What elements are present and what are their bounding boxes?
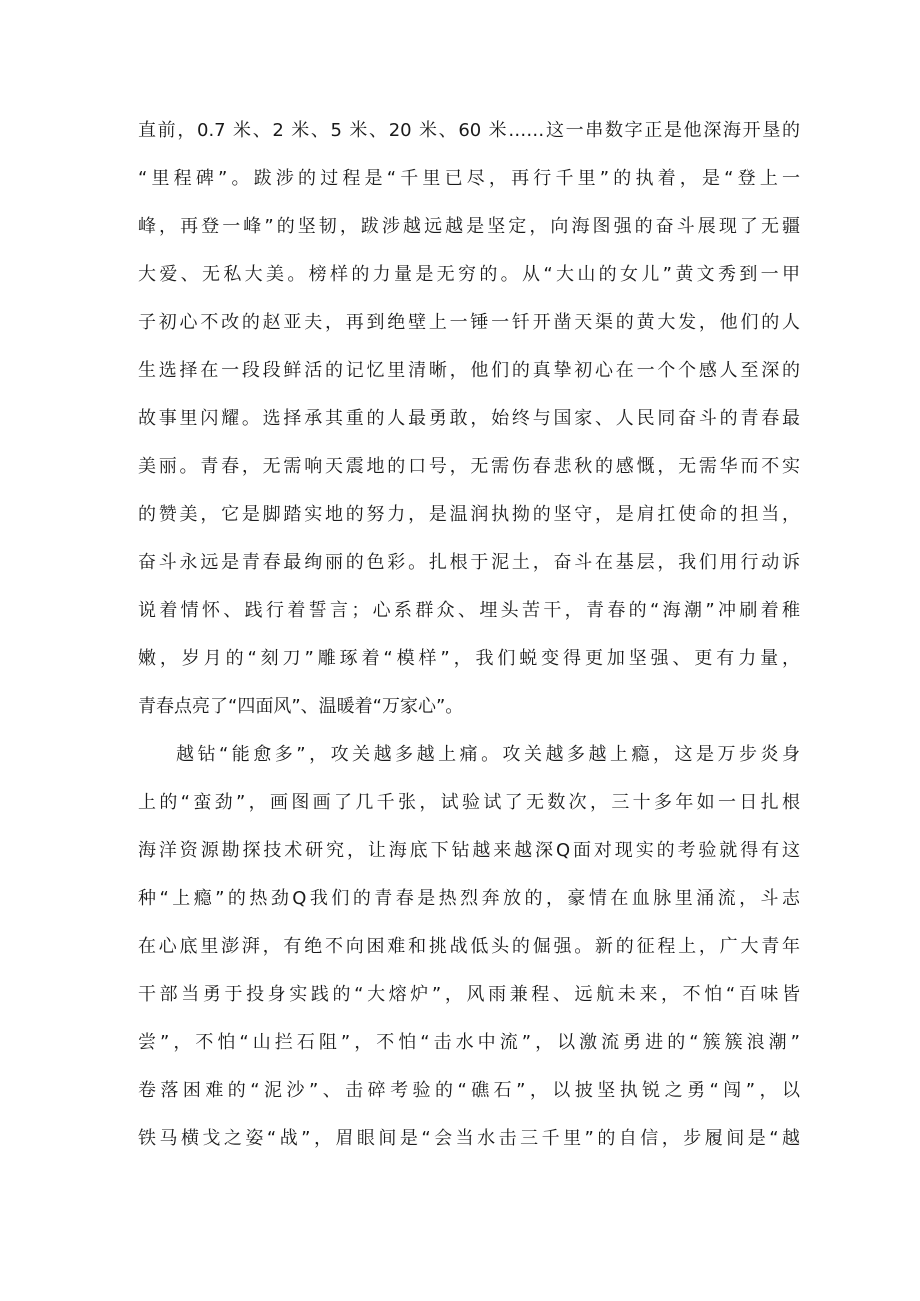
paragraph-1-line: 故事里闪耀。选择承其重的人最勇敢，始终与国家、人民同奋斗的青春最 bbox=[138, 408, 800, 429]
paragraph-1-line: “里程碑”。跋涉的过程是“千里已尽，再行千里”的执着，是“登上一 bbox=[138, 168, 800, 189]
paragraph-1-line: 生选择在一段段鲜活的记忆里清晰，他们的真挚初心在一个个感人至深的 bbox=[138, 360, 800, 381]
paragraph-2-line: 干部当勇于投身实践的“大熔炉”，风雨兼程、远航未来，不怕“百味皆 bbox=[138, 984, 800, 1005]
paragraph-1-line: 青春点亮了“四面风”、温暖着“万家心”。 bbox=[138, 696, 464, 717]
paragraph-2-line: 种“上瘾”的热劲Q我们的青春是热烈奔放的，豪情在血脉里涌流，斗志 bbox=[138, 888, 800, 909]
paragraph-1-line: 子初心不改的赵亚夫，再到绝壁上一锤一钎开凿天渠的黄大发，他们的人 bbox=[138, 312, 800, 333]
paragraph-2-line: 上的“蛮劲”，画图画了几千张，试验试了无数次，三十多年如一日扎根 bbox=[138, 792, 800, 813]
paragraph-1-line: 直前，0.7 米、2 米、5 米、20 米、60 米……这一串数字正是他深海开垦的 bbox=[138, 120, 800, 141]
paragraph-1-line: 大爱、无私大美。榜样的力量是无穷的。从“大山的女儿”黄文秀到一甲 bbox=[138, 264, 800, 285]
paragraph-1-line: 美丽。青春，无需响天震地的口号，无需伤春悲秋的感慨，无需华而不实 bbox=[138, 456, 800, 477]
paragraph-1-line: 的赞美，它是脚踏实地的努力，是温润执拗的坚守，是肩扛使命的担当， bbox=[138, 504, 800, 525]
paragraph-2-line: 尝”，不怕“山拦石阻”，不怕“击水中流”，以激流勇进的“簇簇浪潮” bbox=[138, 1032, 800, 1053]
paragraph-1-line: 峰，再登一峰”的坚韧，跋涉越远越是坚定，向海图强的奋斗展现了无疆 bbox=[138, 216, 800, 237]
paragraph-2-line: 铁马横戈之姿“战”，眉眼间是“会当水击三千里”的自信，步履间是“越 bbox=[138, 1128, 800, 1149]
paragraph-1-line: 嫩，岁月的“刻刀”雕琢着“模样”，我们蜕变得更加坚强、更有力量， bbox=[138, 648, 800, 669]
paragraph-2-line: 在心底里澎湃，有绝不向困难和挑战低头的倔强。新的征程上，广大青年 bbox=[138, 936, 800, 957]
paragraph-2-line: 越钻“能愈多”，攻关越多越上痛。攻关越多越上瘾，这是万步炎身 bbox=[176, 744, 800, 765]
paragraph-1-line: 奋斗永远是青春最绚丽的色彩。扎根于泥土，奋斗在基层，我们用行动诉 bbox=[138, 552, 800, 573]
paragraph-2-line: 海洋资源勘探技术研究，让海底下钻越来越深Q面对现实的考验就得有这 bbox=[138, 840, 800, 861]
paragraph-1-line: 说着情怀、践行着誓言；心系群众、埋头苦干，青春的“海潮”冲刷着稚 bbox=[138, 600, 800, 621]
paragraph-2-line: 卷落困难的“泥沙”、击碎考验的“礁石”，以披坚执锐之勇“闯”，以 bbox=[138, 1080, 800, 1101]
